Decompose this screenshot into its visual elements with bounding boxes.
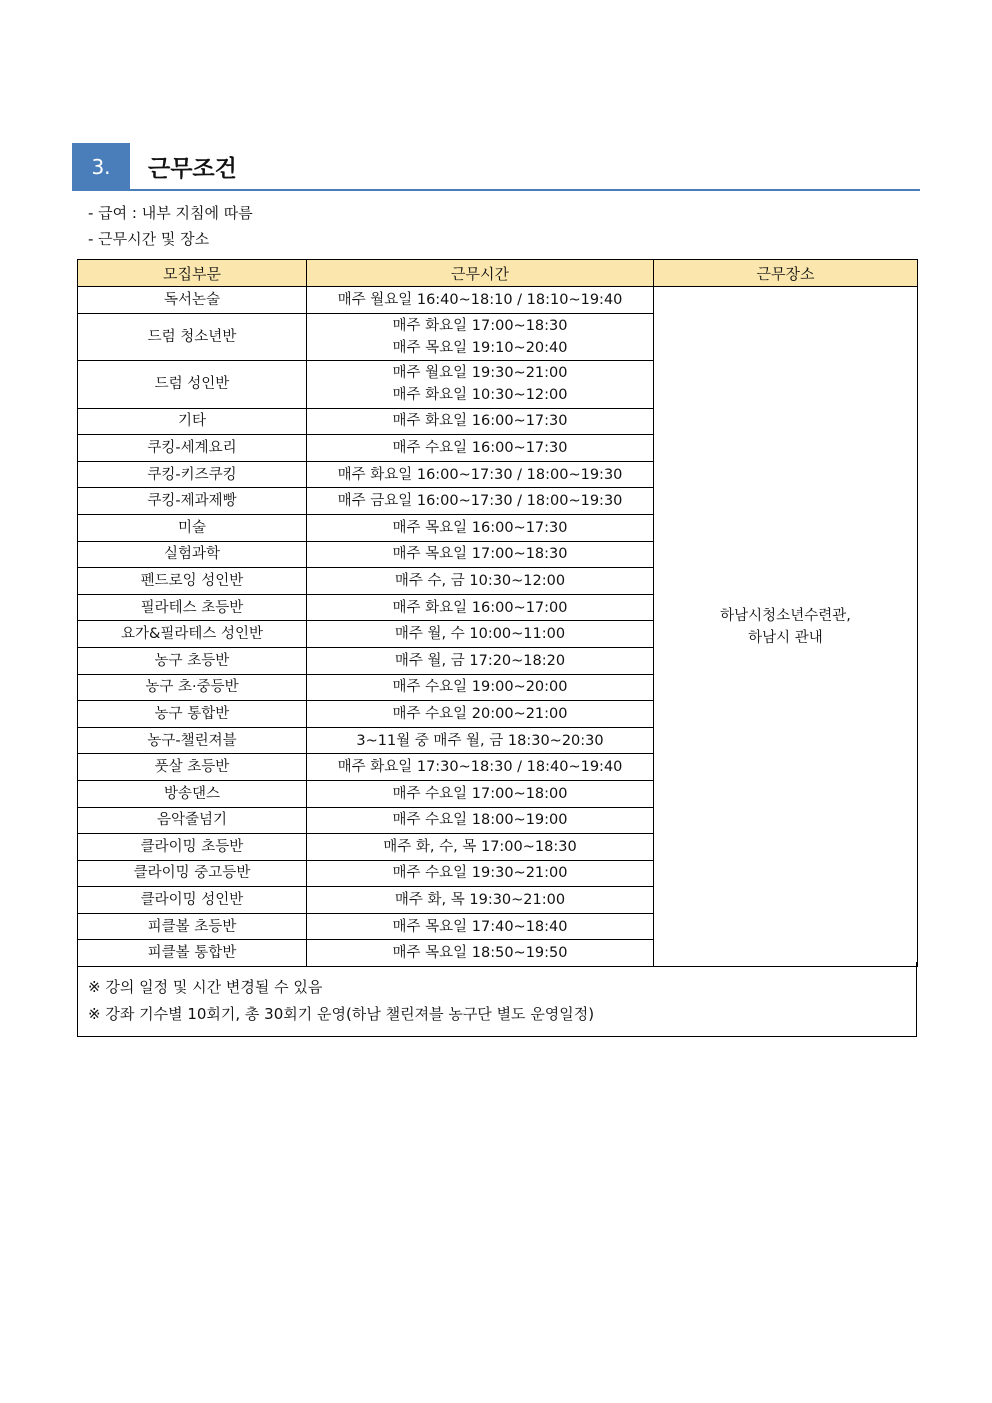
hours-line: 매주 수요일 18:00~19:00 — [392, 812, 568, 829]
cell-dept: 미술 — [78, 514, 307, 541]
cell-dept: 음악줄넘기 — [78, 807, 307, 834]
table-row — [78, 287, 918, 314]
hours-line: 매주 월, 금 17:20~18:20 — [394, 652, 566, 669]
cell-hours — [307, 435, 654, 462]
cell-dept: 기타 — [78, 408, 307, 435]
cell-dept: 피클볼 통합반 — [78, 940, 307, 967]
cell-dept: 농구 초등반 — [78, 647, 307, 674]
hours-line: 매주 월, 수 10:00~11:00 — [394, 626, 566, 643]
cell-dept: 필라테스 초등반 — [78, 594, 307, 621]
cell-hours — [307, 408, 654, 435]
hours-line: 매주 화요일 17:30~18:30 / 18:40~19:40 — [337, 759, 623, 776]
cell-dept: 쿠킹-제과제빵 — [78, 488, 307, 515]
cell-hours — [307, 594, 654, 621]
cell-dept: 농구 초·중등반 — [78, 674, 307, 701]
cell-hours — [307, 488, 654, 515]
cell-hours — [307, 913, 654, 940]
cell-dept: 농구-챌린져블 — [78, 727, 307, 754]
cell-hours — [307, 361, 654, 409]
cell-hours — [307, 647, 654, 674]
hours-line: 매주 목요일 18:50~19:50 — [392, 945, 568, 962]
bullet-list — [88, 200, 253, 252]
cell-hours — [307, 701, 654, 728]
cell-hours — [307, 887, 654, 914]
hours-line: 매주 화요일 10:30~12:00 — [392, 387, 568, 404]
cell-hours — [307, 514, 654, 541]
cell-hours — [307, 674, 654, 701]
bullet-hours-location: - 근무시간 및 장소 — [88, 230, 210, 248]
cell-dept: 클라이밍 초등반 — [78, 834, 307, 861]
location-line: 하남시청소년수련관, — [720, 607, 851, 624]
cell-hours — [307, 834, 654, 861]
cell-hours — [307, 568, 654, 595]
hours-line: 매주 수요일 19:00~20:00 — [392, 679, 568, 696]
cell-dept: 쿠킹-키즈쿠킹 — [78, 461, 307, 488]
cell-dept: 방송댄스 — [78, 780, 307, 807]
cell-hours — [307, 461, 654, 488]
section-header — [72, 143, 920, 191]
cell-hours — [307, 313, 654, 361]
hours-line: 매주 수요일 17:00~18:00 — [392, 785, 568, 802]
hours-line: 매주 수요일 20:00~21:00 — [392, 705, 568, 722]
hours-line: 매주 수, 금 10:30~12:00 — [394, 572, 566, 589]
note-schedule-change: ※ 강의 일정 및 시간 변경될 수 있음 — [88, 978, 323, 996]
cell-hours — [307, 621, 654, 648]
cell-dept: 클라이밍 성인반 — [78, 887, 307, 914]
hours-line: 매주 목요일 17:40~18:40 — [392, 918, 568, 935]
cell-location — [654, 287, 918, 967]
hours-line: 매주 월요일 16:40~18:10 / 18:10~19:40 — [337, 291, 623, 308]
cell-dept: 요가&필라테스 성인반 — [78, 621, 307, 648]
cell-hours — [307, 727, 654, 754]
note-sessions: ※ 강좌 기수별 10회기, 총 30회기 운영(하남 챌린져블 농구단 별도 운영일정) — [88, 1005, 595, 1023]
hours-line: 매주 화요일 16:00~17:30 / 18:00~19:30 — [337, 466, 623, 483]
cell-hours — [307, 287, 654, 314]
header-location: 근무장소 — [654, 260, 918, 287]
hours-line: 매주 화, 목 19:30~21:00 — [394, 892, 566, 909]
hours-line: 매주 월요일 19:30~21:00 — [392, 365, 568, 382]
cell-dept: 농구 통합반 — [78, 701, 307, 728]
hours-line: 매주 수요일 19:30~21:00 — [392, 865, 568, 882]
cell-hours — [307, 541, 654, 568]
hours-line: 3~11월 중 매주 월, 금 18:30~20:30 — [356, 732, 604, 749]
cell-dept: 독서논술 — [78, 287, 307, 314]
cell-hours — [307, 780, 654, 807]
hours-line: 매주 금요일 16:00~17:30 / 18:00~19:30 — [337, 493, 623, 510]
bullet-salary: - 급여 : 내부 지침에 따름 — [88, 204, 253, 222]
cell-dept: 쿠킹-세계요리 — [78, 435, 307, 462]
cell-dept: 피클볼 초등반 — [78, 913, 307, 940]
schedule-table — [77, 259, 918, 967]
header-dept: 모집부문 — [78, 260, 307, 287]
section-number: 3. — [72, 143, 130, 191]
section-divider — [130, 189, 920, 191]
cell-hours — [307, 754, 654, 781]
cell-dept: 펜드로잉 성인반 — [78, 568, 307, 595]
cell-dept: 풋살 초등반 — [78, 754, 307, 781]
hours-line: 매주 수요일 16:00~17:30 — [392, 439, 568, 456]
hours-line: 매주 화요일 17:00~18:30 — [392, 317, 568, 334]
hours-line: 매주 목요일 17:00~18:30 — [392, 546, 568, 563]
hours-line: 매주 화요일 16:00~17:30 — [392, 413, 568, 430]
hours-line: 매주 목요일 19:10~20:40 — [392, 339, 568, 356]
location-line: 하남시 관내 — [748, 629, 823, 646]
section-title: 근무조건 — [148, 156, 237, 182]
header-hours: 근무시간 — [307, 260, 654, 287]
cell-dept: 실험과학 — [78, 541, 307, 568]
hours-line: 매주 화요일 16:00~17:00 — [392, 599, 568, 616]
cell-dept: 드럼 청소년반 — [78, 313, 307, 361]
cell-hours — [307, 860, 654, 887]
notes-box — [77, 962, 917, 1037]
cell-dept: 드럼 성인반 — [78, 361, 307, 409]
table-header-row — [78, 260, 918, 287]
cell-hours — [307, 807, 654, 834]
hours-line: 매주 목요일 16:00~17:30 — [392, 519, 568, 536]
hours-line: 매주 화, 수, 목 17:00~18:30 — [383, 838, 577, 855]
cell-dept: 클라이밍 중고등반 — [78, 860, 307, 887]
